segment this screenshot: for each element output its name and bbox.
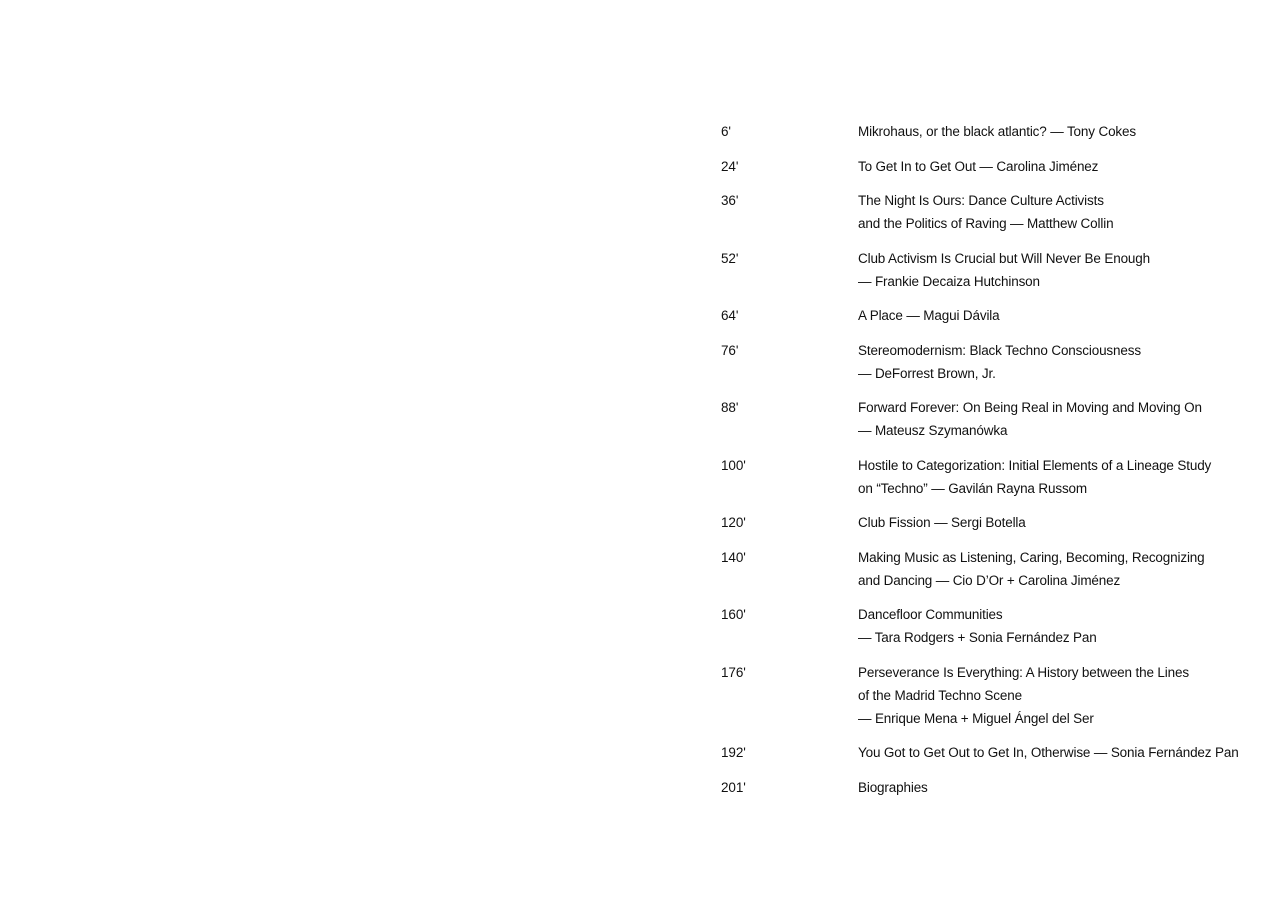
toc-entry[interactable] xyxy=(721,155,1261,178)
toc-title[interactable] xyxy=(858,511,1261,534)
toc-page-number: 76' xyxy=(721,342,739,358)
toc-title[interactable] xyxy=(858,546,1261,592)
toc-title-line: — Enrique Mena + Miguel Ángel del Ser xyxy=(858,710,1094,726)
toc-title-line: Stereomodernism: Black Techno Consciousness xyxy=(858,342,1141,358)
toc-page-number: 140' xyxy=(721,549,746,565)
toc-entry[interactable] xyxy=(721,120,1261,143)
toc-title-line: Club Activism Is Crucial but Will Never Be Enough xyxy=(858,250,1151,266)
toc-title[interactable] xyxy=(858,304,1261,327)
toc-title-line: You Got to Get Out to Get In, Otherwise — Sonia Fernández Pan xyxy=(858,745,1239,760)
toc-title-line: Making Music as Listening, Caring, Becoming, Recognizing xyxy=(858,549,1205,565)
toc-page-number: 64' xyxy=(721,308,739,323)
toc-page-number: 192' xyxy=(721,745,746,760)
toc-title-line: — Mateusz Szymanówka xyxy=(858,423,1008,438)
toc-title[interactable] xyxy=(858,247,1261,293)
toc-title-line: Biographies xyxy=(858,779,928,795)
toc-page-number: 24' xyxy=(721,158,739,174)
toc-title[interactable] xyxy=(858,661,1261,730)
toc-title[interactable] xyxy=(858,741,1261,764)
toc-title-line: Dancefloor Communities xyxy=(858,607,1003,622)
toc-title-line: on “Techno” — Gavilán Rayna Russom xyxy=(858,480,1088,496)
toc-title-line: — Tara Rodgers + Sonia Fernández Pan xyxy=(858,630,1097,645)
toc-title-line: Perseverance Is Everything: A History between the Lines xyxy=(858,664,1189,680)
toc-page-number: 201' xyxy=(721,779,746,795)
toc-page-number: 6' xyxy=(721,124,731,139)
toc-title-line: Forward Forever: On Being Real in Moving and Moving On xyxy=(858,400,1202,415)
toc-title[interactable] xyxy=(858,603,1261,649)
toc-page-number: 88' xyxy=(721,400,739,415)
toc-entry[interactable] xyxy=(721,396,1261,442)
toc-page-number: 36' xyxy=(721,193,739,208)
toc-title-line: Hostile to Categorization: Initial Elements of a Lineage Study xyxy=(858,457,1212,473)
toc-page-number: 120' xyxy=(721,515,746,530)
toc-page-number: 52' xyxy=(721,250,739,266)
toc-title-line: A Place — Magui Dávila xyxy=(858,308,1000,323)
toc-title-line: — DeForrest Brown, Jr. xyxy=(858,365,996,381)
toc-page-number: 160' xyxy=(721,607,746,622)
toc-title[interactable] xyxy=(858,776,1261,799)
toc-entry[interactable] xyxy=(721,603,1261,649)
toc-entry[interactable] xyxy=(721,776,1261,799)
toc-entry[interactable] xyxy=(721,511,1261,534)
toc-entry[interactable] xyxy=(721,339,1261,385)
toc-entry[interactable] xyxy=(721,454,1261,500)
toc-title[interactable] xyxy=(858,339,1261,385)
table-of-contents xyxy=(721,120,1261,810)
toc-entry[interactable] xyxy=(721,546,1261,592)
toc-page-number: 176' xyxy=(721,664,746,680)
toc-entry[interactable] xyxy=(721,189,1261,235)
toc-entry[interactable] xyxy=(721,247,1261,293)
toc-title-line: To Get In to Get Out — Carolina Jiménez xyxy=(858,158,1099,174)
toc-page-number: 100' xyxy=(721,457,746,473)
toc-title-line: and Dancing — Cio D’Or + Carolina Jiménez xyxy=(858,572,1121,588)
toc-title-line: and the Politics of Raving — Matthew Collin xyxy=(858,216,1114,231)
toc-entry[interactable] xyxy=(721,661,1261,730)
toc-entry[interactable] xyxy=(721,304,1261,327)
toc-title-line: Mikrohaus, or the black atlantic? — Tony Cokes xyxy=(858,124,1136,139)
toc-title-line: The Night Is Ours: Dance Culture Activists xyxy=(858,193,1104,208)
toc-title-line: — Frankie Decaiza Hutchinson xyxy=(858,273,1040,289)
toc-title[interactable] xyxy=(858,120,1261,143)
toc-title[interactable] xyxy=(858,155,1261,178)
toc-title-line: of the Madrid Techno Scene xyxy=(858,687,1022,703)
toc-title[interactable] xyxy=(858,396,1261,442)
toc-entry[interactable] xyxy=(721,741,1261,764)
toc-title[interactable] xyxy=(858,189,1261,235)
toc-title[interactable] xyxy=(858,454,1261,500)
toc-title-line: Club Fission — Sergi Botella xyxy=(858,515,1026,530)
